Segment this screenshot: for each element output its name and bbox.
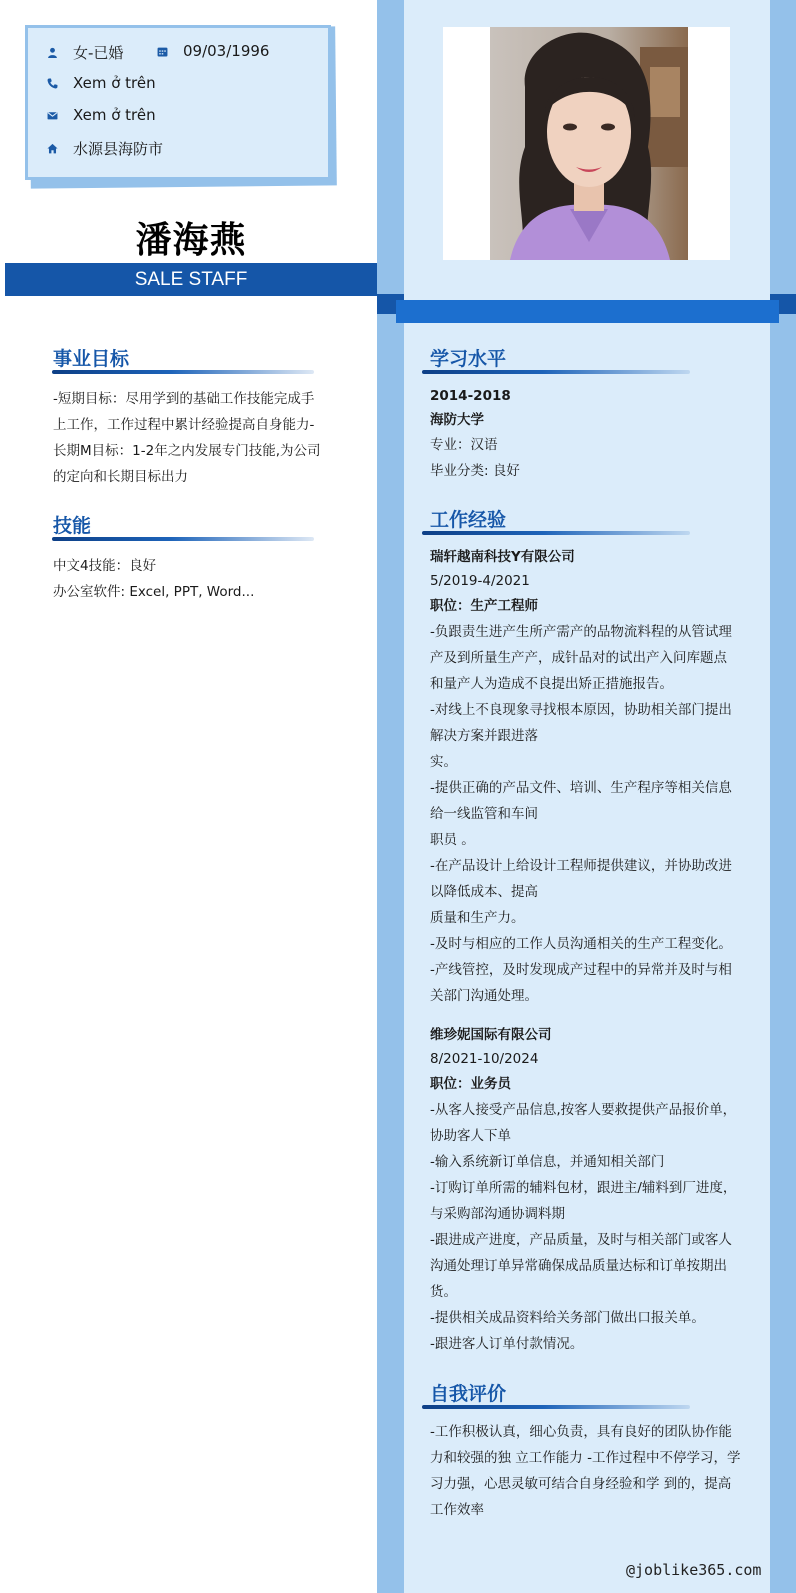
job-line: 沟通处理订单异常确保成品质量达标和订单按期出 bbox=[430, 1258, 727, 1274]
job-line: 货。 bbox=[430, 1284, 457, 1300]
skills-text bbox=[53, 553, 254, 605]
contact-gender-row bbox=[45, 42, 123, 63]
contact-email: Xem ở trên bbox=[73, 106, 156, 124]
education-heading-underline bbox=[422, 370, 690, 374]
career-heading: 事业目标 bbox=[53, 348, 130, 370]
contact-email-row bbox=[45, 106, 156, 124]
job-line: 和量产人为造成不良提出矫正措施报告。 bbox=[430, 676, 673, 692]
job-role: 职位：生产工程师 bbox=[430, 598, 538, 614]
education-grade: 毕业分类: 良好 bbox=[430, 463, 520, 479]
career-line: 上工作，工作过程中累计经验提高自身能力- bbox=[53, 417, 315, 433]
job-line: 关部门沟通处理。 bbox=[430, 988, 538, 1004]
job-line: -跟进成产进度，产品质量，及时与相关部门或客人 bbox=[430, 1232, 732, 1248]
job-line: -对线上不良现象寻找根本原因，协助相关部门提出 bbox=[430, 702, 732, 718]
contact-address-row bbox=[45, 138, 163, 159]
career-line: 长期M目标：1-2年之内发展专门技能,为公司 bbox=[53, 443, 321, 459]
phone-icon bbox=[45, 76, 59, 90]
job-line: -跟进客人订单付款情况。 bbox=[430, 1336, 584, 1352]
career-text bbox=[53, 386, 321, 490]
job-entry bbox=[430, 1024, 766, 1357]
skills-heading-underline bbox=[52, 537, 314, 541]
education-school: 海防大学 bbox=[430, 412, 484, 428]
job-line: -提供正确的产品文件、培训、生产程序等相关信息 bbox=[430, 780, 732, 796]
self-eval-heading: 自我评价 bbox=[430, 1383, 507, 1405]
home-icon bbox=[45, 142, 59, 156]
job-line: 实。 bbox=[430, 754, 457, 770]
contact-address: 水源县海防市 bbox=[73, 140, 164, 158]
contact-dob-row bbox=[155, 42, 269, 60]
job-role: 职位：业务员 bbox=[430, 1076, 511, 1092]
candidate-name: 潘海燕 bbox=[135, 220, 247, 261]
job-period: 8/2021-10/2024 bbox=[430, 1051, 539, 1067]
job-line: 解决方案并跟进落 bbox=[430, 728, 538, 744]
job-line: -负跟责生进产生所产需产的品物流料程的从管试理 bbox=[430, 624, 732, 640]
job-line: 质量和生产力。 bbox=[430, 910, 525, 926]
job-line: 产及到所量生产产，成针品对的试出产入问库题点 bbox=[430, 650, 727, 666]
self-eval-heading-underline bbox=[422, 1405, 690, 1409]
job-line: -输入系统新订单信息，并通知相关部门 bbox=[430, 1154, 665, 1170]
contact-phone: Xem ở trên bbox=[73, 74, 156, 92]
footer-watermark: @joblike365.com bbox=[626, 1561, 762, 1579]
contact-gender: 女-已婚 bbox=[73, 44, 124, 62]
education-years: 2014-2018 bbox=[430, 388, 511, 404]
education-major: 专业：汉语 bbox=[430, 437, 498, 453]
job-line: -订购订单所需的辅料包材，跟进主/辅料到厂进度， bbox=[430, 1180, 737, 1196]
job-line: 协助客人下单 bbox=[430, 1128, 511, 1144]
job-line: -从客人接受产品信息,按客人要救提供产品报价单， bbox=[430, 1102, 737, 1118]
self-eval-line: -工作积极认真，细心负责，具有良好的团队协作能 bbox=[430, 1424, 732, 1440]
career-line: -短期目标：尽用学到的基础工作技能完成手 bbox=[53, 391, 315, 407]
education-heading: 学习水平 bbox=[430, 348, 507, 370]
job-period: 5/2019-4/2021 bbox=[430, 573, 530, 589]
job-title: SALE STAFF bbox=[134, 269, 248, 290]
job-line: -及时与相应的工作人员沟通相关的生产工程变化。 bbox=[430, 936, 732, 952]
profile-photo bbox=[490, 27, 688, 260]
skill-item: 办公室软件: Excel, PPT, Word... bbox=[53, 584, 255, 600]
job-title-banner bbox=[5, 263, 377, 296]
skill-item: 中文4技能：良好 bbox=[53, 558, 157, 574]
job-line: -产线管控，及时发现成产过程中的异常并及时与相 bbox=[430, 962, 732, 978]
job-line: 与采购部沟通协调料期 bbox=[430, 1206, 565, 1222]
job-line: -提供相关成品资料给关务部门做出口报关单。 bbox=[430, 1310, 705, 1326]
job-line: 给一线监管和车间 bbox=[430, 806, 538, 822]
job-entry bbox=[430, 546, 766, 1009]
mail-icon bbox=[45, 108, 59, 122]
education-details bbox=[430, 384, 520, 484]
contact-phone-row bbox=[45, 74, 156, 92]
contact-dob: 09/03/1996 bbox=[183, 42, 270, 60]
job-line: 以降低成本、提高 bbox=[430, 884, 538, 900]
job-company: 维珍妮国际有限公司 bbox=[430, 1027, 552, 1043]
job-line: -在产品设计上给设计工程师提供建议，并协助改进 bbox=[430, 858, 732, 874]
experience-heading-underline bbox=[422, 531, 690, 535]
job-company: 瑞轩越南科技Y有限公司 bbox=[430, 549, 575, 565]
self-eval-text bbox=[430, 1419, 766, 1523]
self-eval-line: 工作效率 bbox=[430, 1502, 484, 1518]
person-icon bbox=[45, 46, 59, 60]
self-eval-line: 习力强，心思灵敏可结合自身经验和学 到的，提高 bbox=[430, 1476, 732, 1492]
profile-photo-frame bbox=[443, 27, 730, 260]
career-line: 的定向和长期目标出力 bbox=[53, 469, 188, 485]
right-accent-bar bbox=[396, 300, 779, 323]
skills-heading: 技能 bbox=[53, 515, 92, 537]
experience-heading: 工作经验 bbox=[430, 509, 507, 531]
job-line: 职员 。 bbox=[430, 832, 475, 848]
calendar-icon bbox=[155, 44, 169, 58]
self-eval-line: 力和较强的独 立工作能力 -工作过程中不停学习，学 bbox=[430, 1450, 741, 1466]
career-heading-underline bbox=[52, 370, 314, 374]
